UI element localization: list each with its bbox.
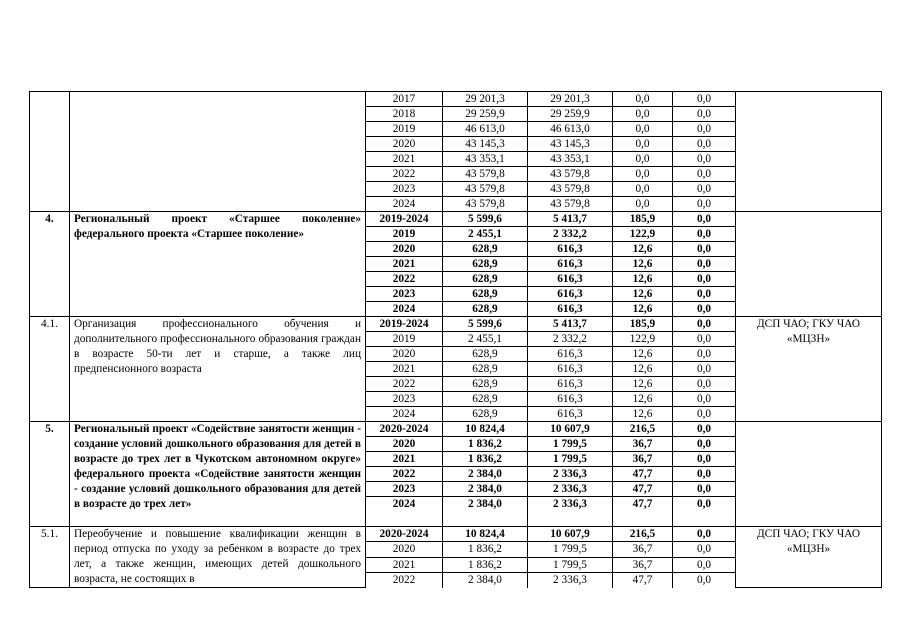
item-name-cell: Региональный проект «Содействие занятости женщин - создание условий дошкольного образования для детей в возрасте до трех лет в Чукотском автономном округе» федерального проекта «Содействие занятости женщин - создание условий дошкольного образования для детей в возрасте до трех лет» <box>70 422 366 527</box>
item-number-cell: 5. <box>30 422 70 527</box>
regional-budget-cell: 2 332,2 <box>528 227 613 242</box>
total-cell: 628,9 <box>443 287 528 302</box>
total-cell: 628,9 <box>443 392 528 407</box>
other-cell: 0,0 <box>673 362 736 377</box>
regional-budget-cell: 5 413,7 <box>528 317 613 332</box>
other-cell: 0,0 <box>673 257 736 272</box>
federal-budget-cell: 0,0 <box>613 152 673 167</box>
regional-budget-cell: 616,3 <box>528 242 613 257</box>
other-cell: 0,0 <box>673 302 736 317</box>
federal-budget-cell: 47,7 <box>613 482 673 497</box>
item-number-cell: 5.1. <box>30 527 70 588</box>
regional-budget-cell: 43 145,3 <box>528 137 613 152</box>
period-cell: 2020 <box>366 242 443 257</box>
period-cell: 2021 <box>366 452 443 467</box>
federal-budget-cell: 12,6 <box>613 272 673 287</box>
regional-budget-cell: 2 332,2 <box>528 332 613 347</box>
other-cell: 0,0 <box>673 392 736 407</box>
total-cell: 2 455,1 <box>443 227 528 242</box>
period-cell: 2020 <box>366 437 443 452</box>
period-cell: 2023 <box>366 182 443 197</box>
other-cell: 0,0 <box>673 422 736 437</box>
period-cell: 2024 <box>366 497 443 527</box>
federal-budget-cell: 12,6 <box>613 287 673 302</box>
total-cell: 5 599,6 <box>443 212 528 227</box>
total-cell: 2 384,0 <box>443 482 528 497</box>
executor-cell <box>736 92 882 212</box>
other-cell: 0,0 <box>673 92 736 107</box>
federal-budget-cell: 0,0 <box>613 137 673 152</box>
other-cell: 0,0 <box>673 347 736 362</box>
regional-budget-cell: 43 353,1 <box>528 152 613 167</box>
other-cell: 0,0 <box>673 317 736 332</box>
item-number-cell <box>30 92 70 212</box>
regional-budget-cell: 616,3 <box>528 347 613 362</box>
table-row <box>30 317 882 332</box>
federal-budget-cell: 12,6 <box>613 392 673 407</box>
federal-budget-cell: 47,7 <box>613 467 673 482</box>
total-cell: 29 201,3 <box>443 92 528 107</box>
item-number-cell: 4.1. <box>30 317 70 422</box>
period-cell: 2021 <box>366 557 443 572</box>
other-cell: 0,0 <box>673 452 736 467</box>
period-cell: 2018 <box>366 107 443 122</box>
federal-budget-cell: 12,6 <box>613 377 673 392</box>
federal-budget-cell: 185,9 <box>613 212 673 227</box>
total-cell: 2 384,0 <box>443 573 528 588</box>
federal-budget-cell: 47,7 <box>613 497 673 527</box>
table-row <box>30 92 882 107</box>
regional-budget-cell: 616,3 <box>528 287 613 302</box>
federal-budget-cell: 0,0 <box>613 167 673 182</box>
total-cell: 1 836,2 <box>443 452 528 467</box>
total-cell: 43 579,8 <box>443 197 528 212</box>
regional-budget-cell: 10 607,9 <box>528 527 613 542</box>
federal-budget-cell: 12,6 <box>613 242 673 257</box>
other-cell: 0,0 <box>673 497 736 527</box>
other-cell: 0,0 <box>673 287 736 302</box>
federal-budget-cell: 12,6 <box>613 302 673 317</box>
other-cell: 0,0 <box>673 122 736 137</box>
period-cell: 2022 <box>366 377 443 392</box>
total-cell: 43 145,3 <box>443 137 528 152</box>
federal-budget-cell: 12,6 <box>613 362 673 377</box>
other-cell: 0,0 <box>673 182 736 197</box>
period-cell: 2021 <box>366 257 443 272</box>
period-cell: 2022 <box>366 167 443 182</box>
other-cell: 0,0 <box>673 212 736 227</box>
other-cell: 0,0 <box>673 152 736 167</box>
regional-budget-cell: 616,3 <box>528 257 613 272</box>
total-cell: 1 836,2 <box>443 542 528 557</box>
period-cell: 2020-2024 <box>366 422 443 437</box>
regional-budget-cell: 616,3 <box>528 377 613 392</box>
total-cell: 628,9 <box>443 257 528 272</box>
regional-budget-cell: 1 799,5 <box>528 542 613 557</box>
regional-budget-cell: 29 201,3 <box>528 92 613 107</box>
other-cell: 0,0 <box>673 482 736 497</box>
total-cell: 43 579,8 <box>443 182 528 197</box>
federal-budget-cell: 0,0 <box>613 107 673 122</box>
regional-budget-cell: 2 336,3 <box>528 467 613 482</box>
other-cell: 0,0 <box>673 167 736 182</box>
regional-budget-cell: 616,3 <box>528 362 613 377</box>
period-cell: 2020 <box>366 137 443 152</box>
item-name-cell: Организация профессионального обучения и дополнительного профессионального образования граждан в возрасте 50-ти лет и старше, а также лиц предпенсионного возраста <box>70 317 366 422</box>
period-cell: 2020 <box>366 542 443 557</box>
other-cell: 0,0 <box>673 107 736 122</box>
period-cell: 2020-2024 <box>366 527 443 542</box>
period-cell: 2023 <box>366 482 443 497</box>
period-cell: 2022 <box>366 272 443 287</box>
federal-budget-cell: 0,0 <box>613 122 673 137</box>
other-cell: 0,0 <box>673 437 736 452</box>
federal-budget-cell: 47,7 <box>613 573 673 588</box>
federal-budget-cell: 122,9 <box>613 227 673 242</box>
federal-budget-cell: 185,9 <box>613 317 673 332</box>
regional-budget-cell: 43 579,8 <box>528 167 613 182</box>
other-cell: 0,0 <box>673 557 736 572</box>
federal-budget-cell: 12,6 <box>613 407 673 422</box>
table-row <box>30 212 882 227</box>
total-cell: 43 353,1 <box>443 152 528 167</box>
regional-budget-cell: 43 579,8 <box>528 182 613 197</box>
period-cell: 2019-2024 <box>366 317 443 332</box>
federal-budget-cell: 0,0 <box>613 197 673 212</box>
executor-cell <box>736 422 882 527</box>
total-cell: 628,9 <box>443 377 528 392</box>
total-cell: 1 836,2 <box>443 437 528 452</box>
total-cell: 46 613,0 <box>443 122 528 137</box>
period-cell: 2023 <box>366 392 443 407</box>
total-cell: 628,9 <box>443 362 528 377</box>
other-cell: 0,0 <box>673 407 736 422</box>
other-cell: 0,0 <box>673 332 736 347</box>
federal-budget-cell: 0,0 <box>613 92 673 107</box>
total-cell: 10 824,4 <box>443 527 528 542</box>
federal-budget-cell: 0,0 <box>613 182 673 197</box>
total-cell: 10 824,4 <box>443 422 528 437</box>
other-cell: 0,0 <box>673 527 736 542</box>
federal-budget-cell: 122,9 <box>613 332 673 347</box>
total-cell: 628,9 <box>443 272 528 287</box>
total-cell: 628,9 <box>443 242 528 257</box>
total-cell: 628,9 <box>443 407 528 422</box>
other-cell: 0,0 <box>673 272 736 287</box>
other-cell: 0,0 <box>673 542 736 557</box>
total-cell: 2 384,0 <box>443 467 528 482</box>
regional-budget-cell: 46 613,0 <box>528 122 613 137</box>
period-cell: 2017 <box>366 92 443 107</box>
other-cell: 0,0 <box>673 137 736 152</box>
regional-budget-cell: 1 799,5 <box>528 557 613 572</box>
total-cell: 628,9 <box>443 347 528 362</box>
period-cell: 2021 <box>366 362 443 377</box>
other-cell: 0,0 <box>673 377 736 392</box>
regional-budget-cell: 10 607,9 <box>528 422 613 437</box>
regional-budget-cell: 616,3 <box>528 302 613 317</box>
federal-budget-cell: 216,5 <box>613 422 673 437</box>
total-cell: 1 836,2 <box>443 557 528 572</box>
period-cell: 2024 <box>366 197 443 212</box>
other-cell: 0,0 <box>673 467 736 482</box>
regional-budget-cell: 616,3 <box>528 392 613 407</box>
federal-budget-cell: 36,7 <box>613 542 673 557</box>
period-cell: 2019 <box>366 332 443 347</box>
regional-budget-cell: 2 336,3 <box>528 482 613 497</box>
regional-budget-cell: 29 259,9 <box>528 107 613 122</box>
table-row <box>30 422 882 437</box>
period-cell: 2021 <box>366 152 443 167</box>
federal-budget-cell: 36,7 <box>613 557 673 572</box>
total-cell: 43 579,8 <box>443 167 528 182</box>
item-number-cell: 4. <box>30 212 70 317</box>
federal-budget-cell: 36,7 <box>613 437 673 452</box>
budget-table <box>29 91 882 588</box>
period-cell: 2020 <box>366 347 443 362</box>
total-cell: 2 384,0 <box>443 497 528 527</box>
executor-cell: ДСП ЧАО; ГКУ ЧАО «МЦЗН» <box>736 527 882 588</box>
total-cell: 628,9 <box>443 302 528 317</box>
period-cell: 2019 <box>366 122 443 137</box>
item-name-cell: Переобучение и повышение квалификации женщин в период отпуска по уходу за ребенком в возрасте до трех лет, а также женщин, имеющих детей дошкольного возраста, не состоящих в <box>70 527 366 588</box>
federal-budget-cell: 12,6 <box>613 257 673 272</box>
item-name-cell: Региональный проект «Старшее поколение» федерального проекта «Старшее поколение» <box>70 212 366 317</box>
regional-budget-cell: 616,3 <box>528 272 613 287</box>
other-cell: 0,0 <box>673 197 736 212</box>
regional-budget-cell: 2 336,3 <box>528 497 613 527</box>
period-cell: 2022 <box>366 573 443 588</box>
period-cell: 2019-2024 <box>366 212 443 227</box>
period-cell: 2019 <box>366 227 443 242</box>
federal-budget-cell: 36,7 <box>613 452 673 467</box>
period-cell: 2024 <box>366 302 443 317</box>
regional-budget-cell: 43 579,8 <box>528 197 613 212</box>
executor-cell: ДСП ЧАО; ГКУ ЧАО «МЦЗН» <box>736 317 882 422</box>
regional-budget-cell: 1 799,5 <box>528 452 613 467</box>
regional-budget-cell: 616,3 <box>528 407 613 422</box>
item-name-cell <box>70 92 366 212</box>
other-cell: 0,0 <box>673 573 736 588</box>
table-row <box>30 527 882 542</box>
other-cell: 0,0 <box>673 227 736 242</box>
federal-budget-cell: 216,5 <box>613 527 673 542</box>
period-cell: 2023 <box>366 287 443 302</box>
regional-budget-cell: 5 413,7 <box>528 212 613 227</box>
total-cell: 29 259,9 <box>443 107 528 122</box>
period-cell: 2024 <box>366 407 443 422</box>
regional-budget-cell: 1 799,5 <box>528 437 613 452</box>
other-cell: 0,0 <box>673 242 736 257</box>
executor-cell <box>736 212 882 317</box>
total-cell: 2 455,1 <box>443 332 528 347</box>
regional-budget-cell: 2 336,3 <box>528 573 613 588</box>
total-cell: 5 599,6 <box>443 317 528 332</box>
period-cell: 2022 <box>366 467 443 482</box>
federal-budget-cell: 12,6 <box>613 347 673 362</box>
